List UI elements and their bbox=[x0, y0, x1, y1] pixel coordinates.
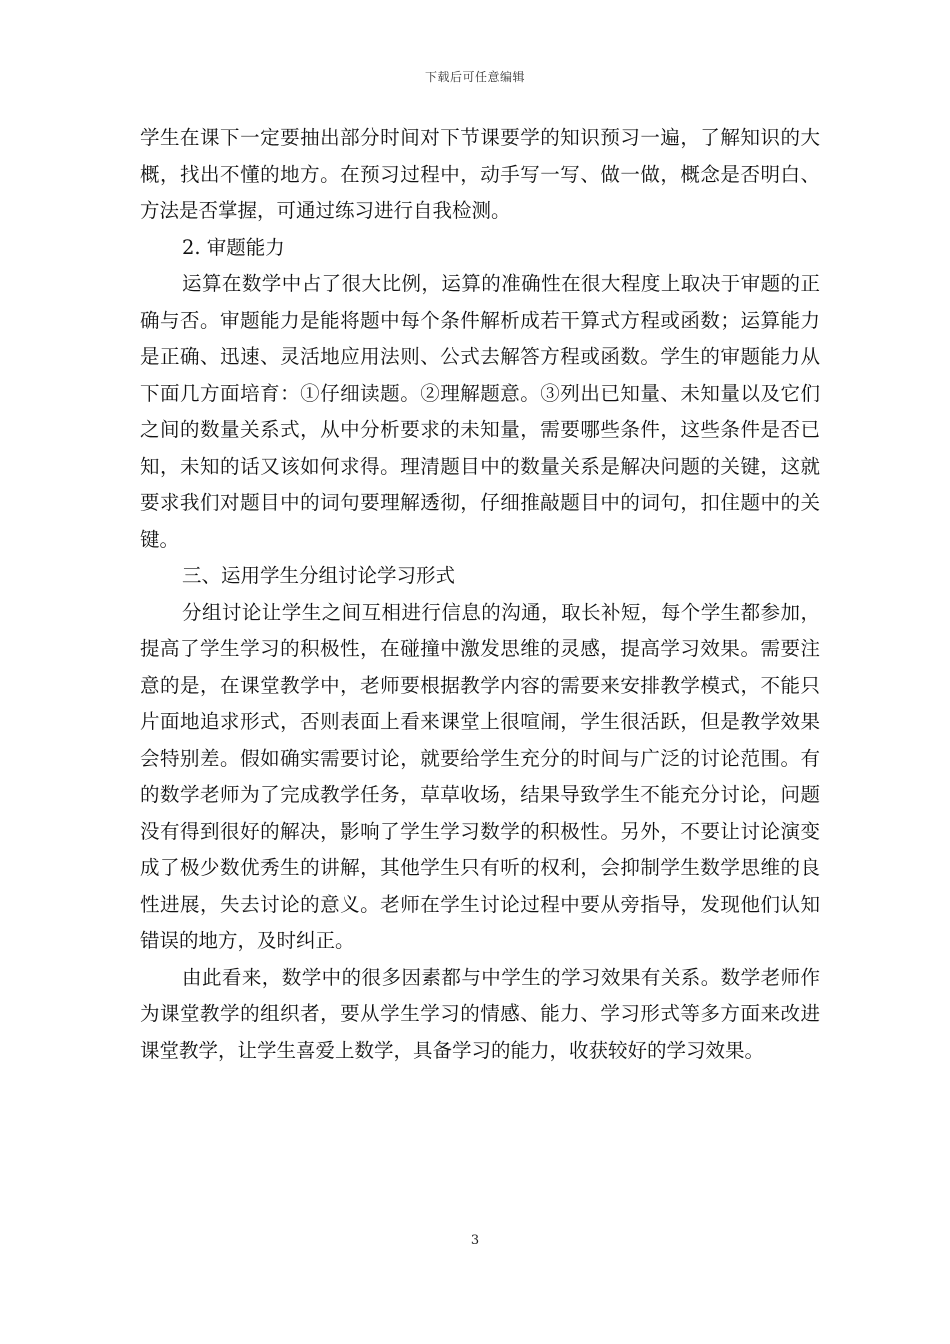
text-line: 之间的数量关系式，从中分析要求的未知量，需要哪些条件，这些条件是否已 bbox=[140, 418, 820, 441]
text-line: 的数学老师为了完成教学任务，草草收场，结果导致学生不能充分讨论，问题 bbox=[140, 783, 820, 806]
paragraph-review-ability bbox=[140, 266, 820, 558]
text-line: 是正确、迅速、灵活地应用法则、公式去解答方程或函数。学生的审题能力从 bbox=[140, 345, 820, 368]
text-line: 知，未知的话又该如何求得。理清题目中的数量关系是解决问题的关键，这就 bbox=[140, 454, 820, 478]
text-line: 键。 bbox=[140, 527, 180, 551]
heading-line: 三、运用学生分组讨论学习形式 bbox=[182, 564, 456, 587]
page-number: 3 bbox=[470, 1233, 480, 1248]
section-heading-group-discussion bbox=[140, 558, 820, 595]
text-line: 会特别差。假如确实需要讨论，就要给学生充分的时间与广泛的讨论范围。有 bbox=[140, 746, 820, 770]
paragraph-preview-continuation bbox=[140, 120, 820, 230]
text-line: 运算在数学中占了很大比例，运算的准确性在很大程度上取决于审题的正 bbox=[182, 272, 820, 295]
text-line: 为课堂教学的组织者，要从学生学习的情感、能力、学习形式等多方面来改进 bbox=[140, 1002, 820, 1025]
text-line: 由此看来，数学中的很多因素都与中学生的学习效果有关系。数学老师作 bbox=[182, 965, 820, 989]
page-header: 下载后可任意编辑 bbox=[424, 70, 525, 84]
text-line: 成了极少数优秀生的讲解，其他学生只有听的权利，会抑制学生数学思维的良 bbox=[140, 856, 820, 879]
text-line: 意的是，在课堂教学中，老师要根据教学内容的需要来安排教学模式，不能只 bbox=[140, 673, 820, 697]
text-line: 提高了学生学习的积极性，在碰撞中激发思维的灵感，提高学习效果。需要注 bbox=[140, 637, 820, 660]
paragraph-conclusion bbox=[140, 960, 820, 1070]
text-line: 概，找出不懂的地方。在预习过程中，动手写一写、做一做，概念是否明白、 bbox=[140, 162, 820, 186]
text-line: 片面地追求形式，否则表面上看来课堂上很喧闹，学生很活跃，但是教学效果 bbox=[140, 710, 820, 733]
text-line: 性进展，失去讨论的意义。老师在学生讨论过程中要从旁指导，发现他们认知 bbox=[140, 892, 820, 916]
text-line: 课堂教学，让学生喜爱上数学，具备学习的能力，收获较好的学习效果。 bbox=[140, 1038, 765, 1062]
text-line: 学生在课下一定要抽出部分时间对下节课要学的知识预习一遍，了解知识的大 bbox=[140, 126, 820, 149]
text-line: 下面几方面培育：①仔细读题。②理解题意。③列出已知量、未知量以及它们 bbox=[140, 381, 820, 405]
paragraph-group-discussion bbox=[140, 595, 820, 960]
text-line: 没有得到很好的解决，影响了学生学习数学的积极性。另外，不要让讨论演变 bbox=[140, 819, 820, 843]
heading-line: 2. 审题能力 bbox=[182, 235, 285, 259]
text-line: 要求我们对题目中的词句要理解透彻，仔细推敲题目中的词句，扣住题中的关 bbox=[140, 491, 820, 514]
section-heading-review-ability bbox=[140, 230, 820, 267]
document-body bbox=[140, 120, 820, 1069]
text-line: 错误的地方，及时纠正。 bbox=[140, 929, 355, 952]
text-line: 方法是否掌握，可通过练习进行自我检测。 bbox=[140, 199, 511, 222]
text-line: 分组讨论让学生之间互相进行信息的沟通，取长补短，每个学生都参加， bbox=[182, 600, 820, 624]
text-line: 确与否。审题能力是能将题中每个条件解析成若干算式方程或函数；运算能力 bbox=[140, 308, 820, 332]
